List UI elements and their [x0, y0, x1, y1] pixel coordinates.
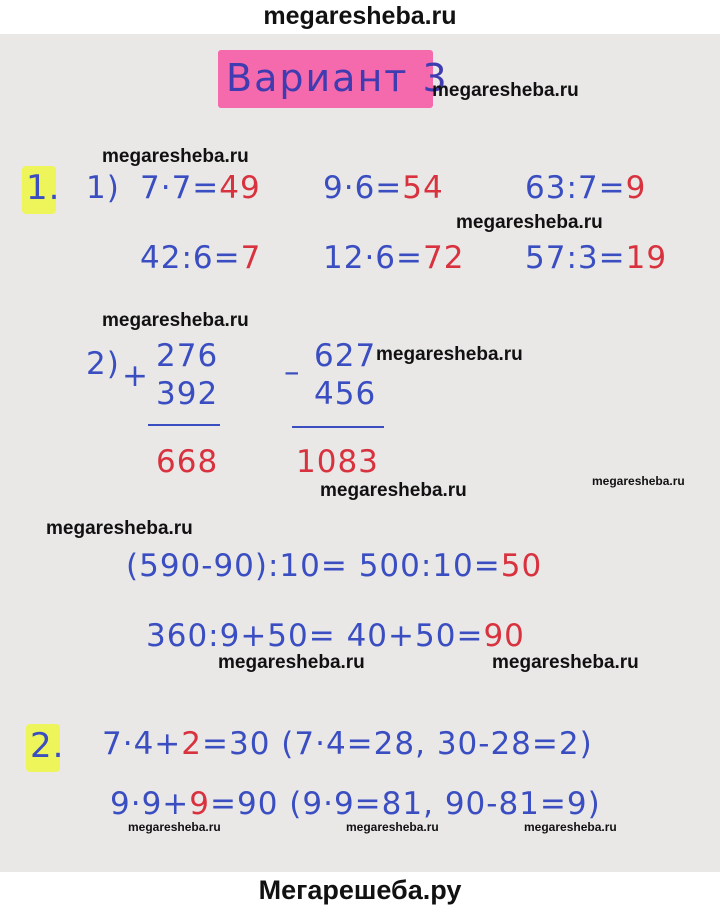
equation-expr: 42:6= [140, 240, 241, 276]
sum-line [148, 424, 220, 426]
task2-number: 2. [30, 726, 65, 766]
watermark: megaresheba.ru [432, 80, 579, 101]
expression-2 [146, 618, 525, 654]
task2-answer: 2 [181, 726, 203, 762]
minus-sign: – [284, 354, 301, 390]
task2-post: =90 (9·9=81, 90-81=9) [210, 786, 601, 822]
watermark: megaresheba.ru [592, 474, 685, 488]
addend-a: 276 [156, 338, 219, 374]
equation [525, 170, 646, 206]
task2-answer: 9 [189, 786, 211, 822]
expression-answer: 90 [483, 618, 525, 654]
equation-answer: 54 [402, 170, 444, 206]
task2-line-2 [110, 786, 601, 822]
equation-expr: 9·6= [323, 170, 403, 206]
site-header[interactable]: megaresheba.ru [0, 0, 720, 34]
equation [140, 240, 261, 276]
addend-b: 392 [156, 376, 219, 412]
task2-pre: 7·4+ [102, 726, 182, 762]
watermark: megaresheba.ru [102, 310, 249, 331]
watermark: megaresheba.ru [320, 480, 467, 501]
expression-1 [126, 548, 542, 584]
equation-expr: 7·7= [140, 170, 220, 206]
watermark: megaresheba.ru [376, 344, 523, 365]
equation [140, 170, 261, 206]
plus-sign: + [122, 358, 149, 394]
subtrahend: 456 [314, 376, 377, 412]
expression-answer: 50 [500, 548, 543, 584]
watermark: megaresheba.ru [456, 212, 603, 233]
equation-expr: 57:3= [525, 240, 626, 276]
watermark: megaresheba.ru [102, 146, 249, 167]
site-footer[interactable]: Мегарешеба.ру [0, 872, 720, 908]
equation-answer: 7 [240, 240, 262, 276]
task2-line-1 [102, 726, 593, 762]
difference-line [292, 426, 384, 428]
expression-text: (590-90):10= 500:10= [126, 548, 501, 584]
part1-label: 1) [86, 170, 120, 206]
equation-answer: 19 [625, 240, 668, 276]
watermark: megaresheba.ru [46, 518, 193, 539]
equation [525, 240, 667, 276]
expression-text: 360:9+50= 40+50= [146, 618, 484, 654]
equation-answer: 49 [219, 170, 261, 206]
equation-expr: 63:7= [525, 170, 626, 206]
task2-pre: 9·9+ [110, 786, 190, 822]
equation-expr: 12·6= [323, 240, 423, 276]
difference-result: 1083 [296, 444, 379, 480]
watermark: megaresheba.ru [218, 652, 365, 673]
task2-post: =30 (7·4=28, 30-28=2) [202, 726, 593, 762]
watermark: megaresheba.ru [524, 820, 617, 834]
sum-result: 668 [156, 444, 219, 480]
equation-answer: 9 [625, 170, 647, 206]
variant-title: Вариант 3 [226, 56, 449, 100]
notebook-page [0, 34, 720, 872]
minuend: 627 [314, 338, 377, 374]
equation-answer: 72 [423, 240, 465, 276]
watermark: megaresheba.ru [492, 652, 639, 673]
equation [323, 170, 444, 206]
equation [323, 240, 464, 276]
watermark: megaresheba.ru [128, 820, 221, 834]
task1-number: 1. [26, 168, 61, 208]
part2-label: 2) [86, 346, 120, 382]
watermark: megaresheba.ru [346, 820, 439, 834]
